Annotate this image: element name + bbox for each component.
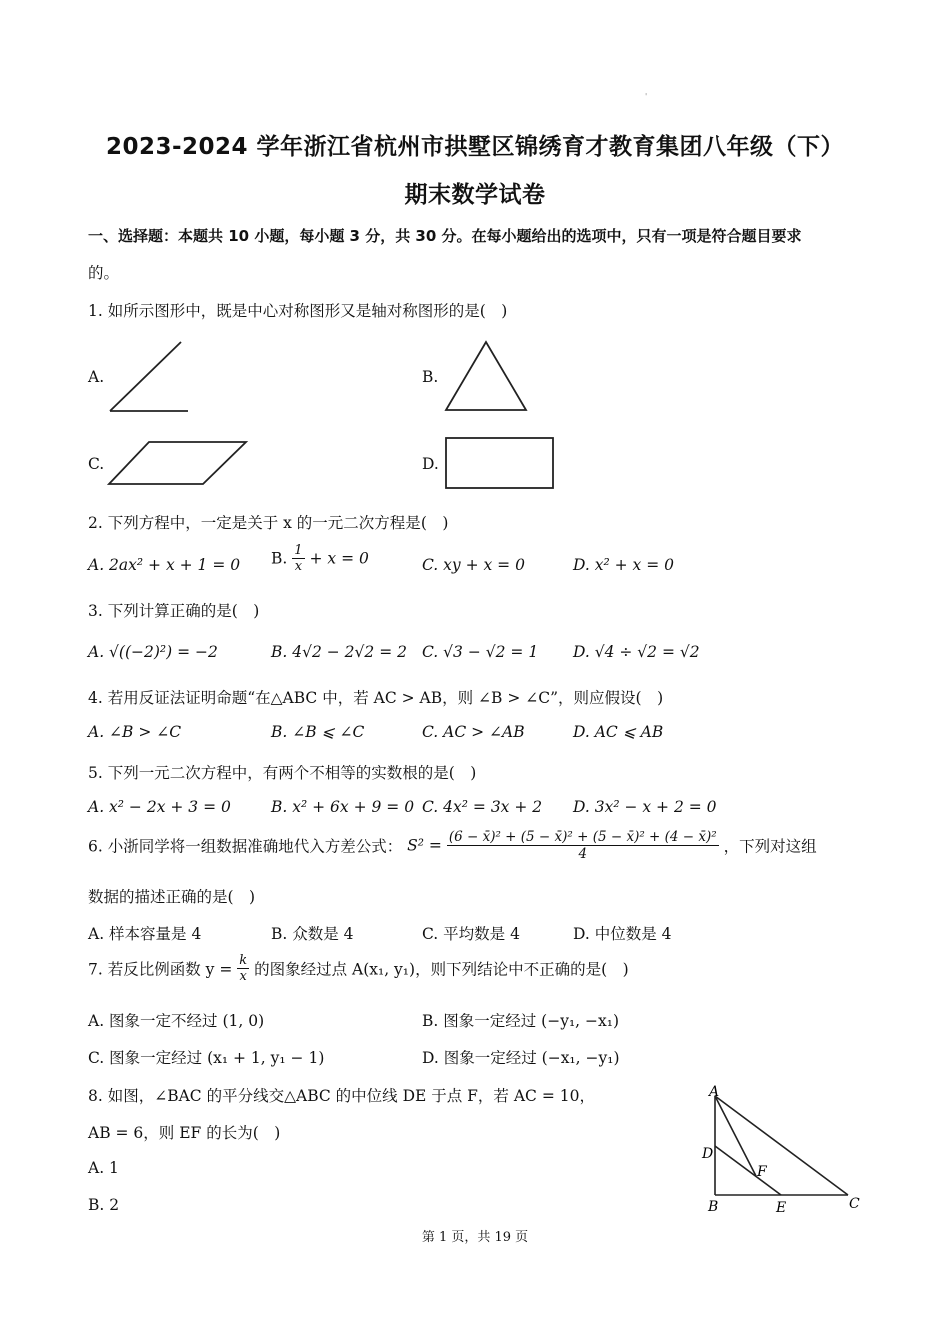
q5-option-c: C. 4x² = 3x + 2 [422,798,543,816]
q6-formula-denominator: 4 [578,846,588,862]
q3-option-b: B. 4√2 − 2√2 = 2 [271,643,407,661]
q2-option-b-label: B. [271,549,288,568]
page-footer: 第 1 页，共 19 页 [421,1230,529,1245]
q8-option-a: A. 1 [88,1159,119,1177]
q2-option-c: C. xy + x = 0 [422,556,525,574]
q3-option-a: A. √((−2)²) = −2 [88,643,218,661]
q1-option-a-label: A. [88,368,105,386]
q6-variance-formula [447,829,719,862]
q8-label-b: B [708,1199,719,1215]
q4-option-a: A. ∠B > ∠C [88,723,182,741]
q8-label-d: D [702,1146,714,1162]
q3-option-d: D. √4 ÷ √2 = √2 [573,643,700,661]
q5-option-d: D. 3x² − x + 2 = 0 [573,798,717,816]
q5-option-a: A. x² − 2x + 3 = 0 [88,798,231,816]
q2-option-a: A. 2ax² + x + 1 = 0 [88,556,241,574]
q3-option-c: C. √3 − √2 = 1 [422,643,539,661]
q8-label-c: C [849,1196,860,1212]
q7-option-b: B. 图象一定经过 (−y₁, −x₁) [422,1012,620,1030]
q8-option-b: B. 2 [88,1196,120,1214]
q1-figure-triangle [440,336,535,416]
question-5-stem: 5. 下列一元二次方程中，有两个不相等的实数根的是( ) [88,764,477,782]
section-instructions-2: 的。 [88,264,120,282]
q7-fraction-numerator: k [239,953,248,968]
q6-stem-pre: 6. 小浙同学将一组数据准确地代入方差公式： [88,837,403,856]
q6-formula-numerator: (6 − x̄)² + (5 − x̄)² + (5 − x̄)² + (4 − x̄)² [448,829,717,845]
q8-midline-de [715,1146,781,1195]
q7-fraction [237,953,249,984]
title-line-1: 2023-2024 学年浙江省杭州市拱墅区锦绣育才教育集团八年级（下） [105,134,845,160]
q7-stem-post: 的图象经过点 A(x₁, y₁)，则下列结论中不正确的是( ) [254,960,629,979]
stray-mark: ' [645,92,648,101]
q6-option-d: D. 中位数是 4 [573,925,672,943]
q1-figure-rectangle [440,432,560,494]
question-4-stem: 4. 若用反证法证明命题“在△ABC 中，若 AC > AB，则 ∠B > ∠C”，则应假设( ) [88,689,664,707]
q7-option-a: A. 图象一定不经过 (1, 0) [88,1012,265,1030]
q5-option-b: B. x² + 6x + 9 = 0 [271,798,415,816]
q4-option-c: C. AC > ∠AB [422,723,525,741]
q1-figure-angle [105,338,195,418]
section-instructions-1: 一、选择题：本题共 10 小题，每小题 3 分，共 30 分。在每小题给出的选项中，只有一项是符合题目要求 [88,227,802,245]
q1-option-d-label: D. [422,455,439,473]
q2-fraction-denominator: x [294,559,303,574]
q1-figure-parallelogram [105,436,255,491]
question-8-stem-1: 8. 如图，∠BAC 的平分线交△ABC 的中位线 DE 于点 F，若 AC = 10， [88,1087,595,1105]
question-6-stem-line-2: 数据的描述正确的是( ) [88,888,256,906]
q6-option-c: C. 平均数是 4 [422,925,520,943]
q2-option-b-fraction [292,543,304,574]
q1-option-b-label: B. [422,368,439,386]
q4-option-d: D. AC ⩽ AB [573,723,664,741]
q7-stem-pre: 7. 若反比例函数 y = [88,960,238,979]
q7-fraction-denominator: x [239,969,247,984]
q6-option-b: B. 众数是 4 [271,925,354,943]
q6-stem-post: ，下列对这组 [723,837,817,856]
title-line-2: 期末数学试卷 [404,182,546,208]
q2-option-b [271,543,369,574]
q2-option-d: D. x² + x = 0 [573,556,674,574]
q2-fraction-numerator: 1 [294,543,303,558]
question-2-stem: 2. 下列方程中，一定是关于 x 的一元二次方程是( ) [88,514,449,532]
question-6-stem [88,829,817,862]
q8-label-e: E [776,1200,787,1215]
q7-option-d: D. 图象一定经过 (−x₁, −y₁) [422,1049,620,1067]
q8-label-f: F [757,1164,767,1180]
question-1-stem: 1. 如所示图形中，既是中心对称图形又是轴对称图形的是( ) [88,302,508,320]
question-8-stem-2: AB = 6，则 EF 的长为( ) [88,1124,281,1142]
q1-option-c-label: C. [88,455,105,473]
q8-bisector-af [715,1096,756,1176]
q4-option-b: B. ∠B ⩽ ∠C [271,723,365,741]
q7-option-c: C. 图象一定经过 (x₁ + 1, y₁ − 1) [88,1049,325,1067]
q6-option-a: A. 样本容量是 4 [88,925,202,943]
q2-option-b-rest: + x = 0 [309,549,369,568]
q8-triangle-figure [690,1080,870,1215]
question-7-stem [88,953,629,984]
q8-side-ac [715,1096,848,1195]
q8-label-a: A [709,1084,720,1100]
q6-s2: S² = [407,836,447,855]
question-3-stem: 3. 下列计算正确的是( ) [88,602,260,620]
